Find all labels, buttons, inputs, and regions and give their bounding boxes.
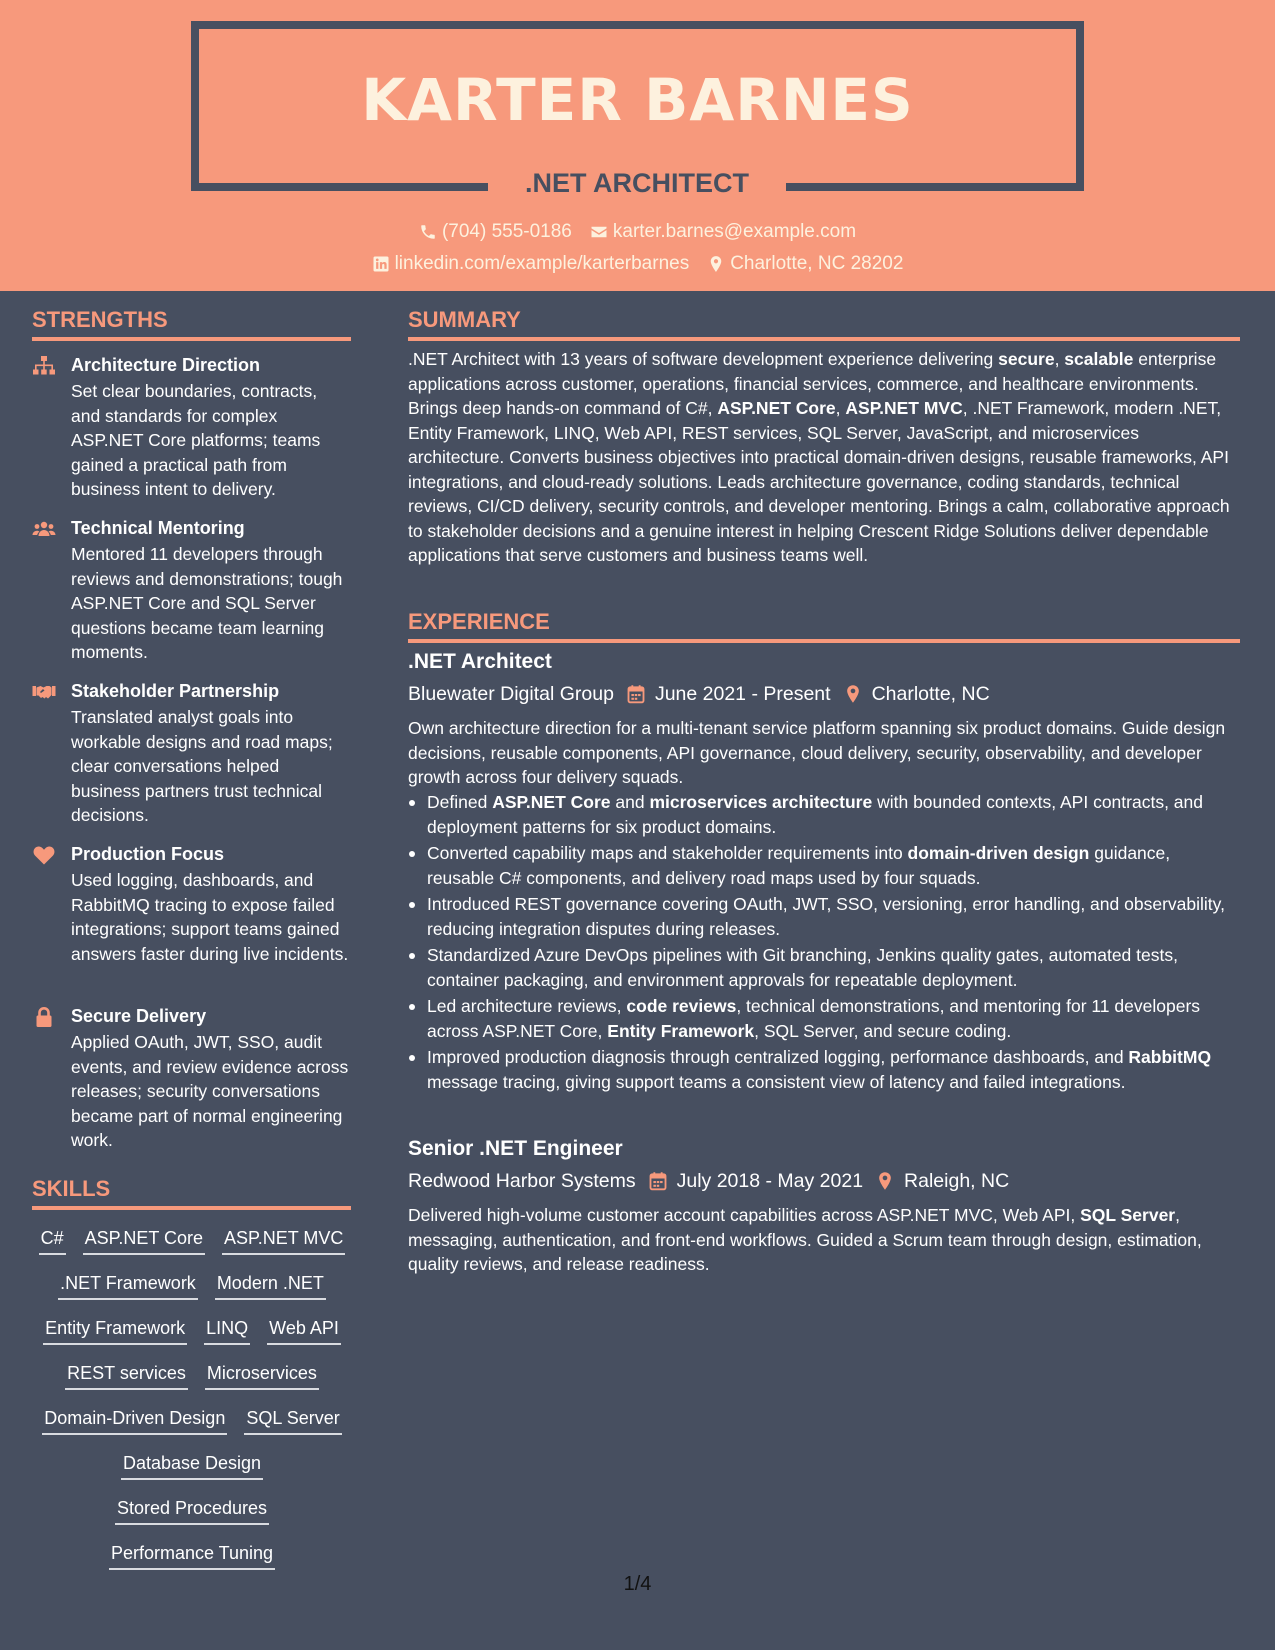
job-location: Raleigh, NC: [904, 1170, 1010, 1192]
skills-row: [32, 1225, 352, 1255]
skill-tag: Modern .NET: [215, 1270, 326, 1300]
calendar-icon: [648, 1171, 668, 1191]
company-name: Redwood Harbor Systems: [408, 1170, 636, 1192]
page-number: 1/4: [623, 1573, 652, 1595]
strength-title: Production Focus: [71, 844, 224, 864]
users-icon: [32, 518, 56, 540]
strength-item: [32, 353, 352, 503]
company-name: Bluewater Digital Group: [408, 683, 614, 705]
strength-title: Stakeholder Partnership: [71, 681, 280, 701]
summary-heading: SUMMARY: [408, 307, 521, 332]
skills-row: [32, 1270, 352, 1300]
candidate-name: KARTER BARNES: [361, 66, 914, 134]
job-description: Delivered high-volume customer account capabilities across ASP.NET MVC, Web API, SQL Server, messaging, authentication, and front-end workflows. Guided a Scrum team through design, estimation, quality reviews, and release readiness.: [408, 1205, 1202, 1274]
strength-text: Used logging, dashboards, and RabbitMQ tracing to expose failed integrations; support teams gained answers faster during live incidents.: [71, 870, 349, 964]
strength-text: Translated analyst goals into workable designs and road maps; clear conversations helped business partners trust technical decisions.: [71, 707, 333, 825]
bullet-item: Improved production diagnosis through centralized logging, performance dashboards, and RabbitMQ message tracing, giving support teams a consistent view of latency and failed integrations.: [408, 1045, 1240, 1094]
summary-rule: [408, 337, 1240, 341]
strength-item: [32, 516, 352, 666]
phone-contact[interactable]: [419, 220, 572, 244]
job-headline: .NET ARCHITECT: [525, 168, 749, 198]
strengths-heading: STRENGTHS: [32, 307, 168, 332]
job-dates: June 2021 - Present: [654, 683, 831, 705]
bullet-item: Introduced REST governance covering OAuth, JWT, SSO, versioning, error handling, and observability, reducing integration disputes during releases.: [408, 892, 1240, 941]
skill-tag: Microservices: [205, 1360, 319, 1390]
skill-tag: Performance Tuning: [109, 1540, 275, 1570]
skills-row: [32, 1405, 352, 1435]
skills-row: [32, 1315, 352, 1345]
linkedin-icon: [372, 255, 390, 273]
linkedin-contact[interactable]: [372, 252, 690, 276]
skill-tag: Stored Procedures: [115, 1495, 269, 1525]
job-title: Senior .NET Engineer: [408, 1137, 623, 1160]
bullet-item: Led architecture reviews, code reviews, technical demonstrations, and mentoring for 11 developers across ASP.NET Core, Entity Framework, SQL Server, and secure coding.: [408, 994, 1240, 1043]
skill-tag: LINQ: [204, 1315, 250, 1345]
skills-row: [32, 1495, 352, 1525]
skill-tag: SQL Server: [244, 1405, 341, 1435]
strength-text: Applied OAuth, JWT, SSO, audit events, and review evidence across releases; security conversations became part of normal engineering work.: [71, 1032, 349, 1150]
phone-icon: [419, 223, 437, 241]
location-text: Charlotte, NC 28202: [730, 253, 904, 274]
skills-row: [32, 1360, 352, 1390]
summary-paragraph: .NET Architect with 13 years of software development experience delivering secure, scalable enterprise applications across customer, operations, financial services, commerce, and healthcare environments. Brings deep hands-on command of C#, ASP.NET Core, ASP.NET MVC, .NET Framework, modern .NET, Entity Framework, LINQ, Web API, REST services, SQL Server, JavaScript, and microservices architecture. Converts business objectives into practical domain-driven designs, reusable frameworks, API integrations, and cloud-ready solutions. Leads architecture governance, coding standards, technical reviews, CI/CD delivery, security controls, and developer mentoring. Brings a calm, collaborative approach to stakeholder decisions and a genuine interest in helping Crescent Ridge Solutions deliver dependable applications that serve customers and business teams well.: [408, 349, 1230, 565]
skill-tag: Web API: [267, 1315, 341, 1345]
skill-tag: .NET Framework: [58, 1270, 198, 1300]
skills-row: [32, 1450, 352, 1480]
skill-tag: C#: [39, 1225, 66, 1255]
skill-tag: Database Design: [121, 1450, 263, 1480]
phone-text: (704) 555-0186: [441, 221, 572, 242]
strength-title: Technical Mentoring: [71, 518, 245, 538]
skill-tag: ASP.NET Core: [83, 1225, 205, 1255]
map-marker-icon: [707, 255, 725, 273]
strength-text: Mentored 11 developers through reviews and demonstrations; tough ASP.NET Core and SQL Server questions became team learning moments.: [71, 544, 343, 662]
strength-title: Secure Delivery: [71, 1006, 207, 1026]
strength-item: [32, 679, 352, 829]
bullet-item: Converted capability maps and stakeholder requirements into domain-driven design guidance, reusable C# components, and delivery road maps used by four squads.: [408, 841, 1240, 890]
email-contact[interactable]: [590, 220, 856, 244]
sitemap-icon: [32, 355, 56, 377]
contact-row-2: [0, 252, 1275, 276]
job-title: .NET Architect: [408, 650, 552, 673]
bullet-item: Defined ASP.NET Core and microservices architecture with bounded contexts, API contracts, and deployment patterns for six product domains.: [408, 790, 1240, 839]
map-marker-icon: [875, 1171, 895, 1191]
job-meta: [408, 1168, 1009, 1194]
strength-text: Set clear boundaries, contracts, and standards for complex ASP.NET Core platforms; teams gained a practical path from business intent to delivery.: [71, 381, 321, 499]
skill-tag: Entity Framework: [43, 1315, 187, 1345]
job-location: Charlotte, NC: [871, 683, 990, 705]
lock-icon: [32, 1006, 56, 1028]
heart-icon: [32, 844, 56, 866]
skill-tag: Domain-Driven Design: [42, 1405, 227, 1435]
map-marker-icon: [843, 684, 863, 704]
skills-rule: [32, 1206, 351, 1210]
experience-heading: EXPERIENCE: [408, 609, 550, 634]
strength-item: [32, 1004, 352, 1154]
strength-title: Architecture Direction: [71, 355, 261, 375]
bullet-item: Standardized Azure DevOps pipelines with Git branching, Jenkins quality gates, automated tests, container packaging, and environment approvals for repeatable deployment.: [408, 943, 1240, 992]
experience-rule: [408, 639, 1240, 643]
strength-item: [32, 842, 352, 992]
job-description: Own architecture direction for a multi-tenant service platform spanning six product domains. Guide design decisions, reusable components, API governance, cloud delivery, security, observability, and developer growth across four delivery squads.: [408, 718, 1226, 787]
skill-tag: ASP.NET MVC: [222, 1225, 345, 1255]
strengths-rule: [32, 337, 351, 341]
resume-header: [0, 0, 1275, 291]
email-text: karter.barnes@example.com: [612, 221, 857, 242]
skill-tag: REST services: [65, 1360, 188, 1390]
skills-heading: SKILLS: [32, 1176, 111, 1201]
skills-row: [32, 1540, 352, 1570]
handshake-icon: [32, 681, 56, 703]
linkedin-text: linkedin.com/example/karterbarnes: [394, 253, 690, 274]
job-meta: [408, 681, 990, 707]
job-dates: July 2018 - May 2021: [676, 1170, 864, 1192]
location-contact: [707, 252, 903, 276]
calendar-icon: [626, 684, 646, 704]
envelope-icon: [590, 223, 608, 241]
job-bullets: [408, 790, 1240, 1096]
contact-row-1: [0, 220, 1275, 244]
